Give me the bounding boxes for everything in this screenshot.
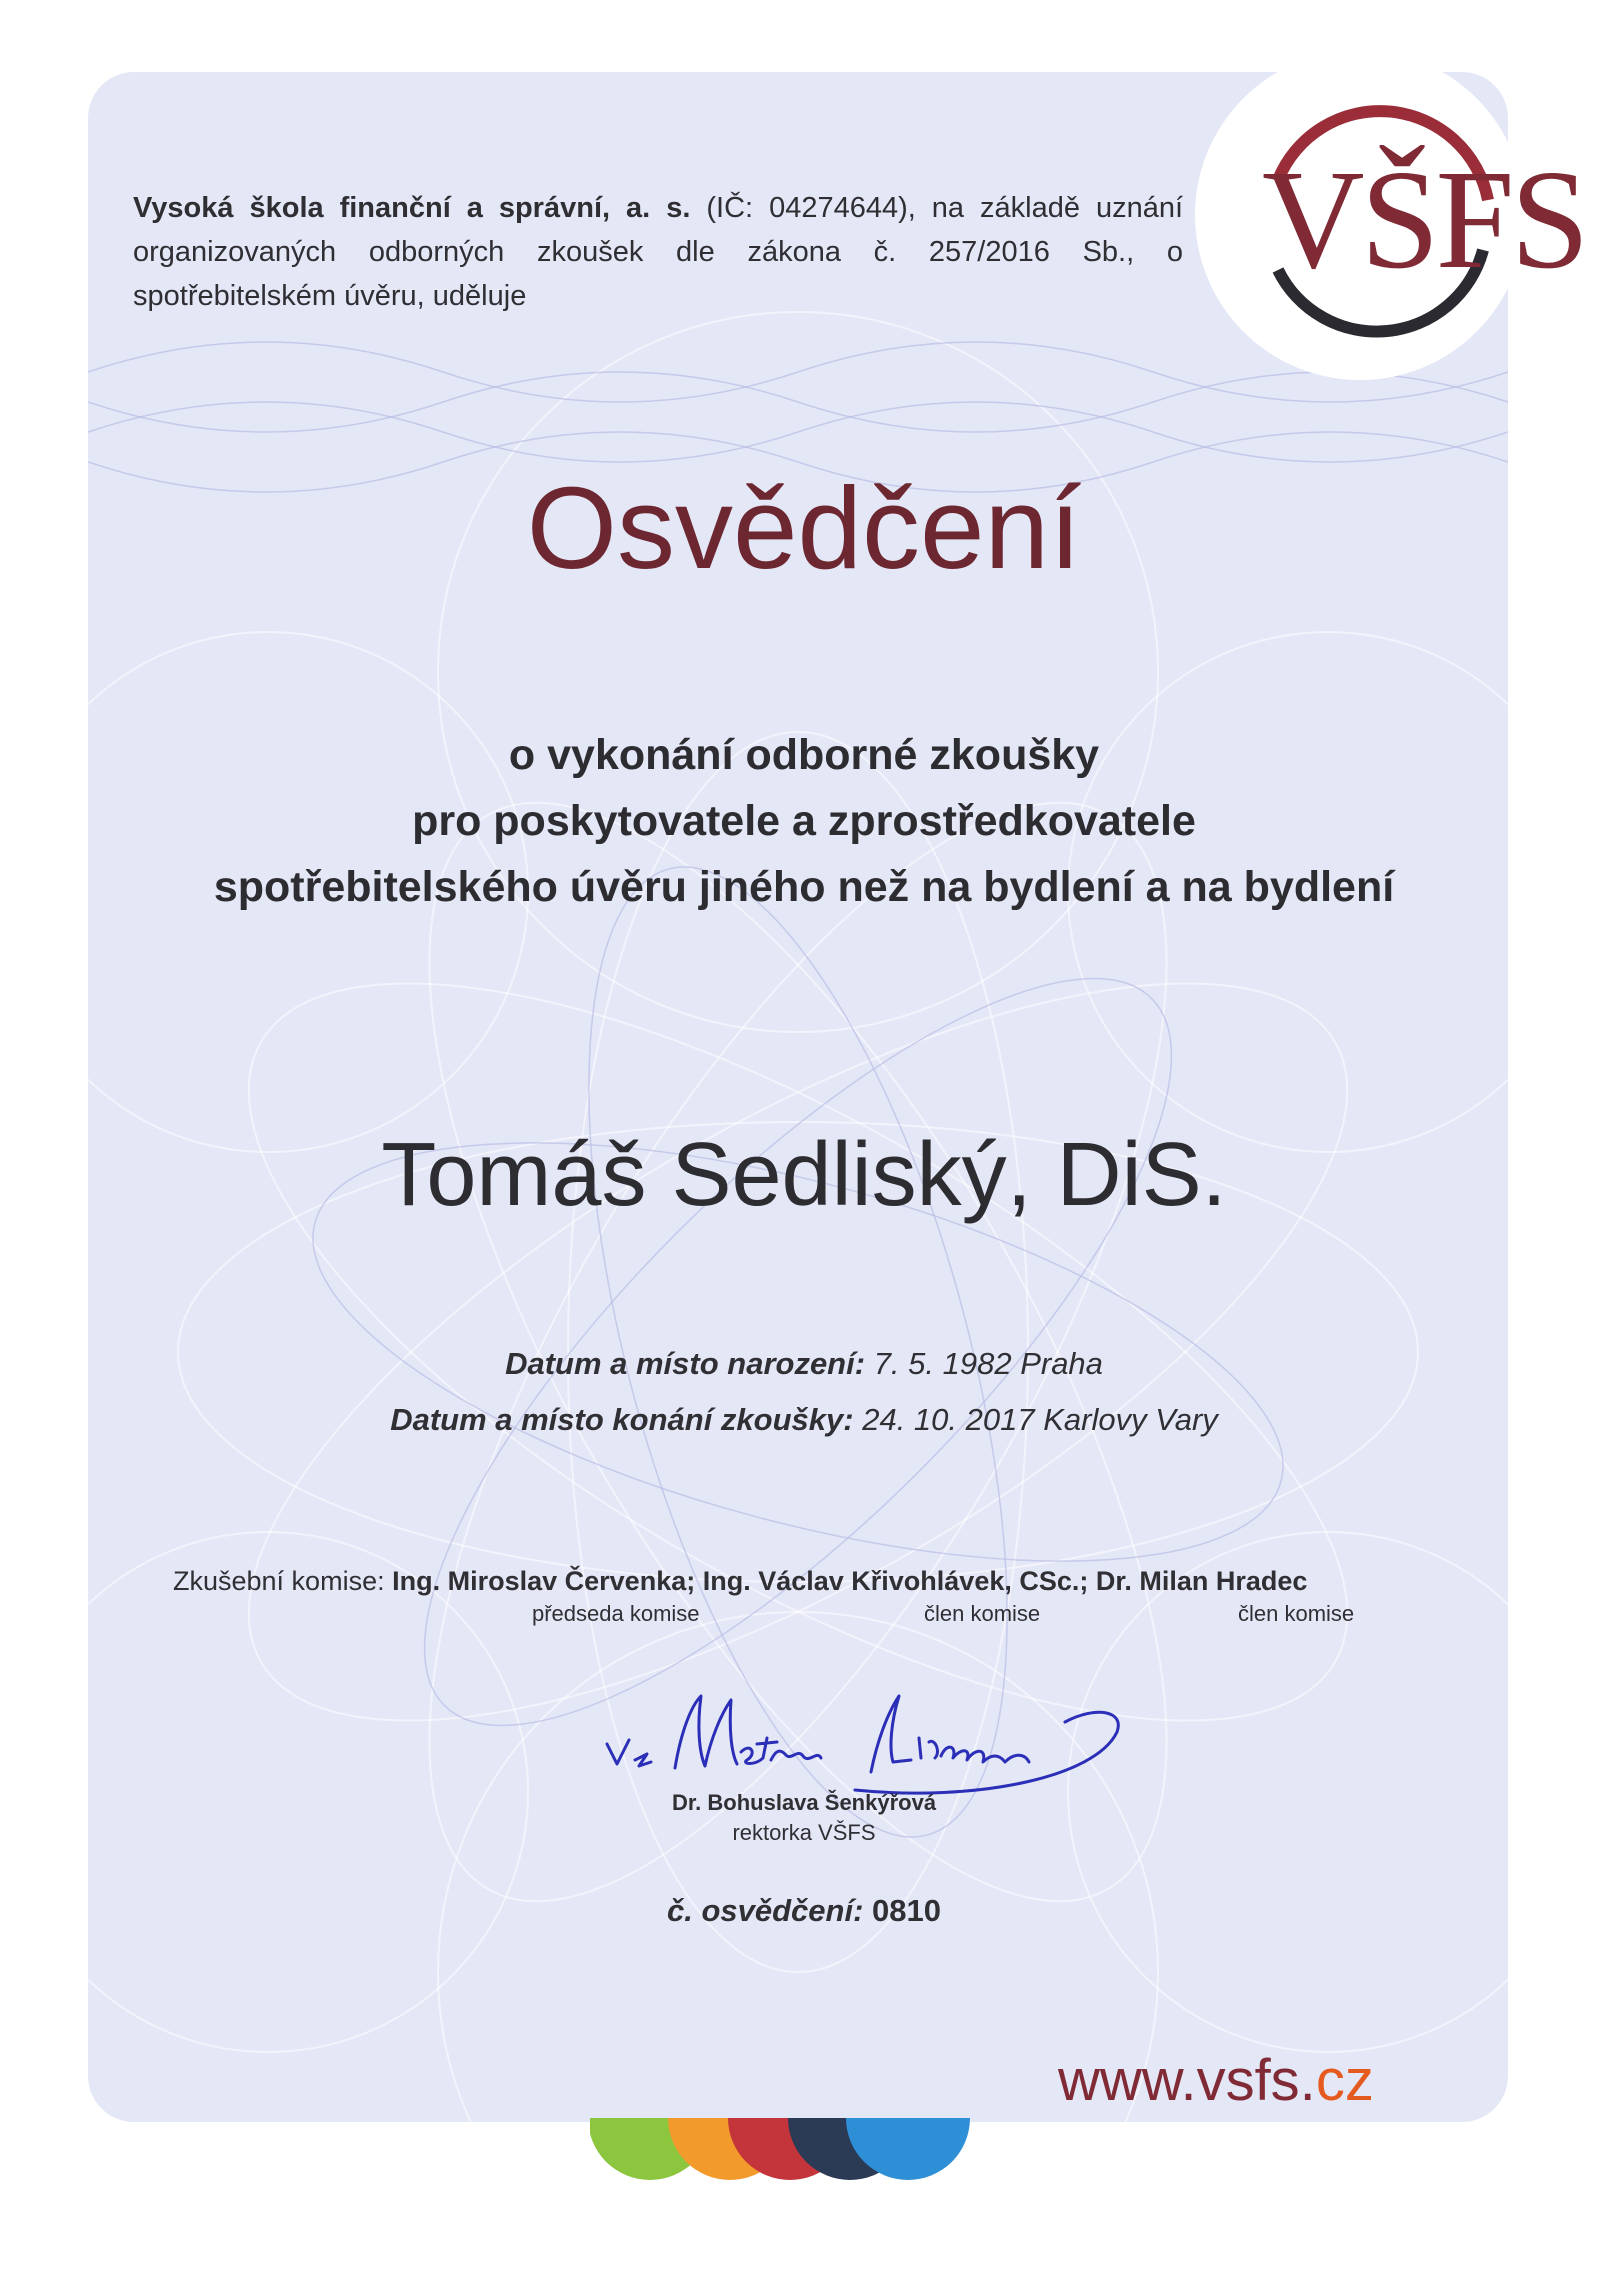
committee-role-member-2: člen komise: [1238, 1601, 1355, 1626]
birth-label: Datum a místo narození:: [505, 1346, 866, 1381]
exam-label: Datum a místo konání zkoušky:: [390, 1402, 854, 1437]
exam-value: 24. 10. 2017 Karlovy Vary: [862, 1402, 1218, 1437]
rector-block: [0, 1788, 1608, 1848]
rector-title: rektorka VŠFS: [732, 1820, 876, 1845]
institution-name: Vysoká škola finanční a správní, a. s.: [133, 192, 691, 224]
certificate-subtitle: [0, 722, 1608, 920]
holder-details: [0, 1336, 1608, 1448]
holder-name: Tomáš Sedliský, DiS.: [381, 1125, 1227, 1225]
committee-role-member-1: člen komise: [924, 1601, 1041, 1626]
committee-line: [173, 1566, 1307, 1597]
certificate-number-label: č. osvědčení:: [666, 1893, 864, 1928]
website-url: [1058, 2048, 1374, 2113]
subtitle-line-1: o vykonání odborné zkoušky: [508, 731, 1100, 779]
rector-name: Dr. Bohuslava Šenkýřová: [671, 1790, 937, 1815]
certificate-number: [0, 1893, 1608, 1929]
brand-dots: [590, 2118, 970, 2202]
certificate-number-value: 0810: [872, 1893, 941, 1928]
website-tld: cz: [1315, 2048, 1374, 2113]
subtitle-line-2: pro poskytovatele a zprostředkovatele: [412, 797, 1196, 845]
handwritten-signature: [595, 1682, 1130, 1802]
exam-row: [0, 1392, 1608, 1448]
subtitle-line-3: spotřebitelského úvěru jiného než na bydlení a na bydlení: [213, 863, 1395, 911]
birth-value: 7. 5. 1982 Praha: [873, 1346, 1103, 1381]
committee-label: Zkušební komise:: [173, 1566, 385, 1596]
intro-text: (IČ: 04274644), na základě uznání organizovaných odborných zkoušek dle zákona č. 257/2016 Sb., o spotřebitelském úvěru, uděluje: [133, 192, 1184, 312]
committee-members: Ing. Miroslav Červenka; Ing. Václav Křivohlávek, CSc.; Dr. Milan Hradec: [392, 1566, 1308, 1596]
committee-role-chair: předseda komise: [532, 1601, 700, 1626]
birth-row: [0, 1336, 1608, 1392]
vsfs-logo-text: VŠFS: [1262, 140, 1586, 298]
intro-paragraph: [133, 186, 1183, 318]
certificate-title: Osvědčení: [526, 463, 1082, 593]
website-domain: www.vsfs.: [1058, 2048, 1316, 2113]
